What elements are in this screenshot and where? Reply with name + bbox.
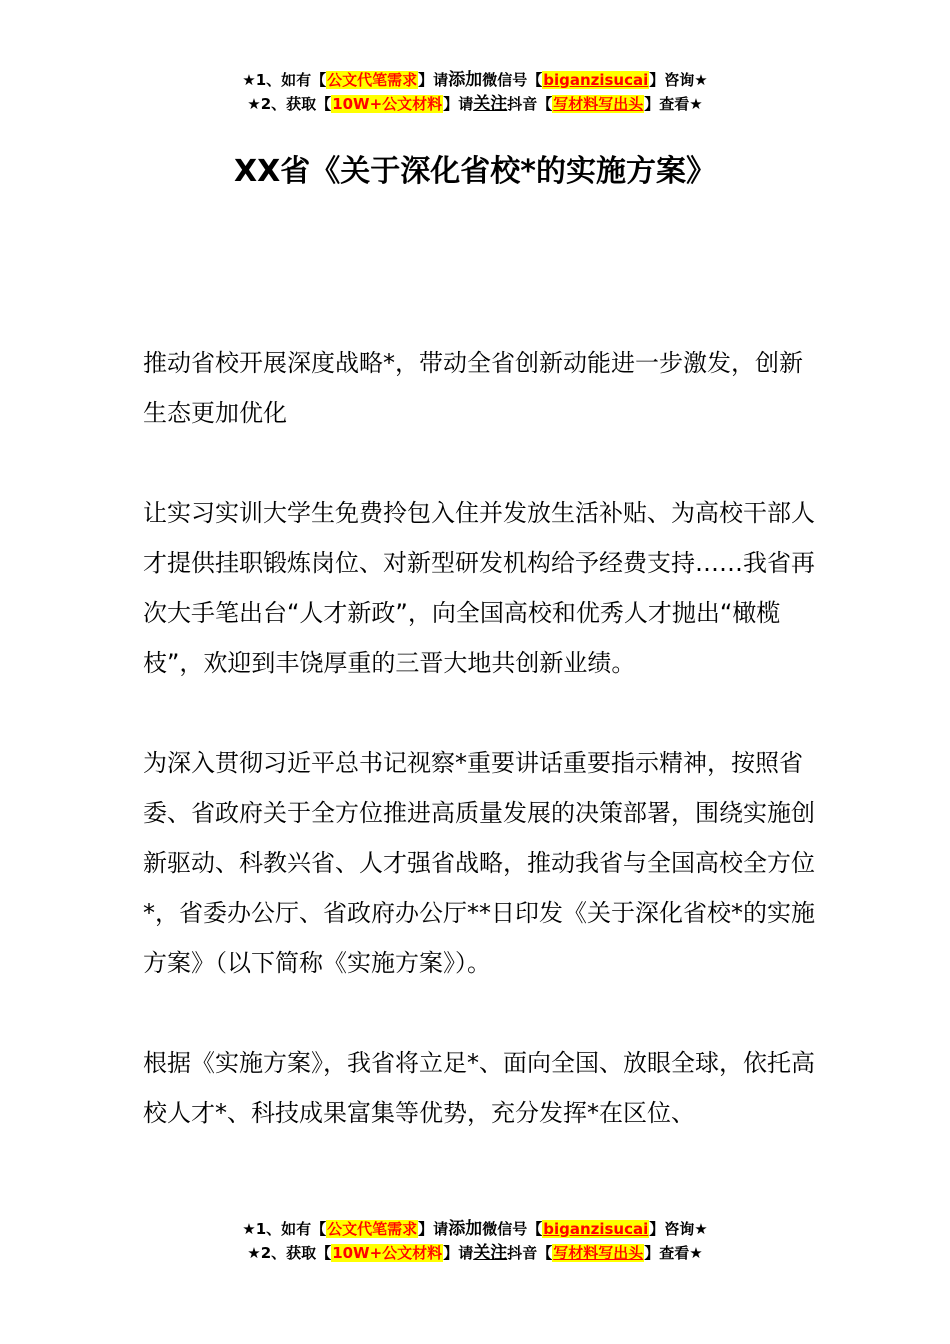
- paragraph: 推动省校开展深度战略*，带动全省创新动能进一步激发，创新生态更加优化: [143, 349, 803, 427]
- banner-text: 微信号【: [482, 1220, 543, 1238]
- banner-text: 】查看★: [644, 95, 703, 113]
- banner-highlight: 10W+公文材料: [332, 95, 443, 113]
- banner-text: 抖音【: [507, 1244, 553, 1262]
- banner-text: 】查看★: [644, 1244, 703, 1262]
- banner-text: 】请: [418, 71, 449, 89]
- paragraph: 为深入贯彻习近平总书记视察*重要讲话重要指示精神，按照省委、省政府关于全方位推进高质量发展的决策部署，围绕实施创新驱动、科教兴省、人才强省战略，推动我省与全国高校全方位*，省委办公厅、省政府办公厅**日印发《关于深化省校*的实施方案》（以下简称《实施方案》）。: [143, 749, 815, 977]
- banner-text: 抖音【: [507, 95, 553, 113]
- banner-line-1: [0, 1217, 950, 1241]
- banner-douyin-id[interactable]: 写材料写出头: [553, 1244, 644, 1262]
- banner-wechat-id[interactable]: biganzisucai: [543, 71, 649, 89]
- banner-text: 】请: [443, 1244, 474, 1262]
- banner-text: 】咨询★: [649, 1220, 708, 1238]
- banner-wechat-id[interactable]: biganzisucai: [543, 1220, 649, 1238]
- banner-emphasis: 添加: [448, 1219, 483, 1239]
- banner-line-1: [0, 68, 950, 92]
- footer-banner: [0, 1217, 950, 1265]
- banner-emphasis: 关注: [473, 94, 508, 114]
- banner-text: ★1、如有【: [242, 1220, 327, 1238]
- banner-emphasis: 关注: [473, 1243, 508, 1263]
- banner-emphasis: 添加: [448, 70, 483, 90]
- banner-highlight: 公文代笔需求: [327, 71, 418, 89]
- banner-line-2: [0, 1241, 950, 1265]
- banner-text: ★2、获取【: [247, 1244, 332, 1262]
- banner-text: 】请: [443, 95, 474, 113]
- banner-line-2: [0, 92, 950, 116]
- paragraph: 让实习实训大学生免费拎包入住并发放生活补贴、为高校干部人才提供挂职锻炼岗位、对新型研发机构给予经费支持……我省再次大手笔出台“人才新政”，向全国高校和优秀人才抛出“橄榄枝”，欢迎到丰饶厚重的三晋大地共创新业绩。: [143, 499, 815, 677]
- banner-text: 】咨询★: [649, 71, 708, 89]
- paragraph: 根据《实施方案》，我省将立足*、面向全国、放眼全球，依托高校人才*、科技成果富集等优势，充分发挥*在区位、: [143, 1049, 815, 1127]
- banner-highlight: 公文代笔需求: [327, 1220, 418, 1238]
- banner-text: ★2、获取【: [247, 95, 332, 113]
- header-banner: [0, 68, 950, 116]
- document-title: XX省《关于深化省校*的实施方案》: [234, 154, 716, 189]
- banner-douyin-id[interactable]: 写材料写出头: [553, 95, 644, 113]
- document-body: [143, 338, 823, 1188]
- banner-highlight: 10W+公文材料: [332, 1244, 443, 1262]
- banner-text: 】请: [418, 1220, 449, 1238]
- banner-text: 微信号【: [482, 71, 543, 89]
- banner-text: ★1、如有【: [242, 71, 327, 89]
